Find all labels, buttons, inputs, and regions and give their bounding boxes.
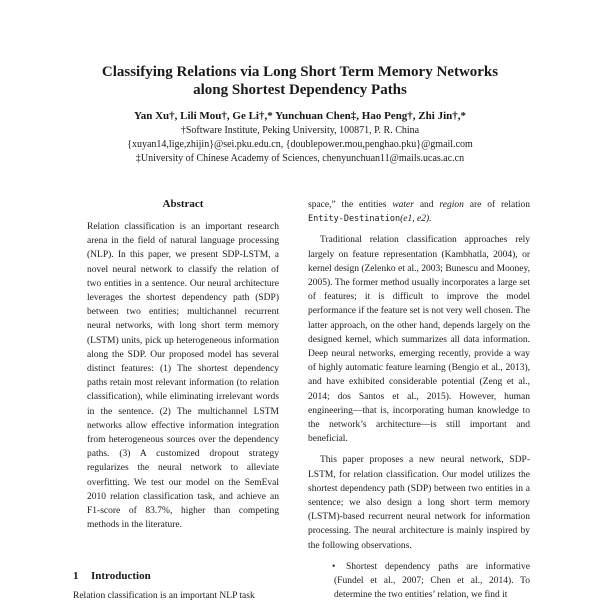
bullet-text: Shortest dependency paths are informative (Fundel et al., 2007; Chen et al., 2014). To determine the two entities’ relation, we find it (334, 561, 530, 601)
entity-water: water (392, 200, 414, 210)
affiliation-1: †Software Institute, Peking University, 100871, P. R. China (180, 125, 420, 136)
section-heading-introduction (73, 570, 151, 582)
entity-region: region (439, 200, 464, 210)
relation-args: (e1, e2). (400, 214, 432, 225)
abstract-body (73, 220, 293, 532)
affiliation-2: ‡University of Chinese Academy of Sciences, chenyunchuan11@mails.ucas.ac.cn (135, 153, 465, 164)
introduction-first-line: Relation classification is an important NLP task (73, 591, 255, 601)
paragraph-continuation (308, 198, 530, 226)
bullet-icon: • (332, 561, 336, 572)
bullet-item (308, 560, 530, 603)
section-title: Introduction (91, 570, 151, 582)
paper-title-line-2: along Shortest Dependency Paths (193, 82, 407, 98)
section-number: 1 (73, 570, 79, 582)
paper-title-line-1: Classifying Relations via Long Short Term Memory Networks (101, 64, 499, 80)
paragraph-traditional-approaches: Traditional relation classification approaches rely largely on feature representation (Kambhatla, 2004), or kernel design (Zelenko et al., 2003; Bunescu and Mooney, 2005). The former method usually incorporates a large set of features; it is difficult to improve the model performance if the feature set is not very well chosen. The latter approach, on the other hand, depends largely on the designed kernel, which summarizes all data information. Deep neural networks, emerging recently, provide a way of highly automatic feature learning (Bengio et al., 2013), and have exhibited considerable potential (Zeng et al., 2014; dos Santos et al., 2015). However, human engineering—that is, incorporating human knowledge to the network’s architecture—is still important and beneficial. (308, 235, 530, 445)
right-column (308, 198, 530, 609)
text-fragment: space,” the entities (308, 200, 393, 210)
relation-label: Entity-Destination (308, 214, 401, 225)
text-fragment: are of relation (463, 200, 530, 210)
paragraph-proposal: This paper proposes a new neural network, SDP-LSTM, for relation classification. Our model utilizes the shortest dependency path (SDP) between two entities in a sentence; we also design a long short term memory (LSTM)-based recurrent neural network for information processing. The neural architecture is mainly inspired by the following observations. (308, 455, 530, 551)
text-fragment: and (413, 200, 440, 210)
author-list: Yan Xu†, Lili Mou†, Ge Li†,* Yunchuan Chen‡, Hao Peng†, Zhi Jin†,* (133, 110, 466, 122)
abstract-text: Relation classification is an important research arena in the field of natural language processing (NLP). In this paper, we present SDP-LSTM, a novel neural network to classify the relation of two entities in a sentence. Our neural architecture leverages the shortest dependency path (SDP) between two entities; multichannel recurrent neural networks, with long short term memory (LSTM) units, pick up heterogeneous information along the SDP. Our proposed model has several distinct features: (1) The shortest dependency paths retain most relevant information (to relation classification), while eliminating irrelevant words in the sentence. (2) The multichannel LSTM networks allow effective information integration from heterogeneous sources over the dependency paths. (3) A customized dropout strategy regularizes the neural network to alleviate overfitting. We test our model on the SemEval 2010 relation classification task, and achieve an F1-score of 83.7%, higher than competing methods in the literature. (87, 222, 279, 531)
affiliation-emails: {xuyan14,lige,zhijin}@sei.pku.edu.cn, {doublepower.mou,penghao.pku}@gmail.com (127, 139, 473, 150)
abstract-heading: Abstract (162, 198, 204, 210)
abstract-column (73, 220, 293, 532)
